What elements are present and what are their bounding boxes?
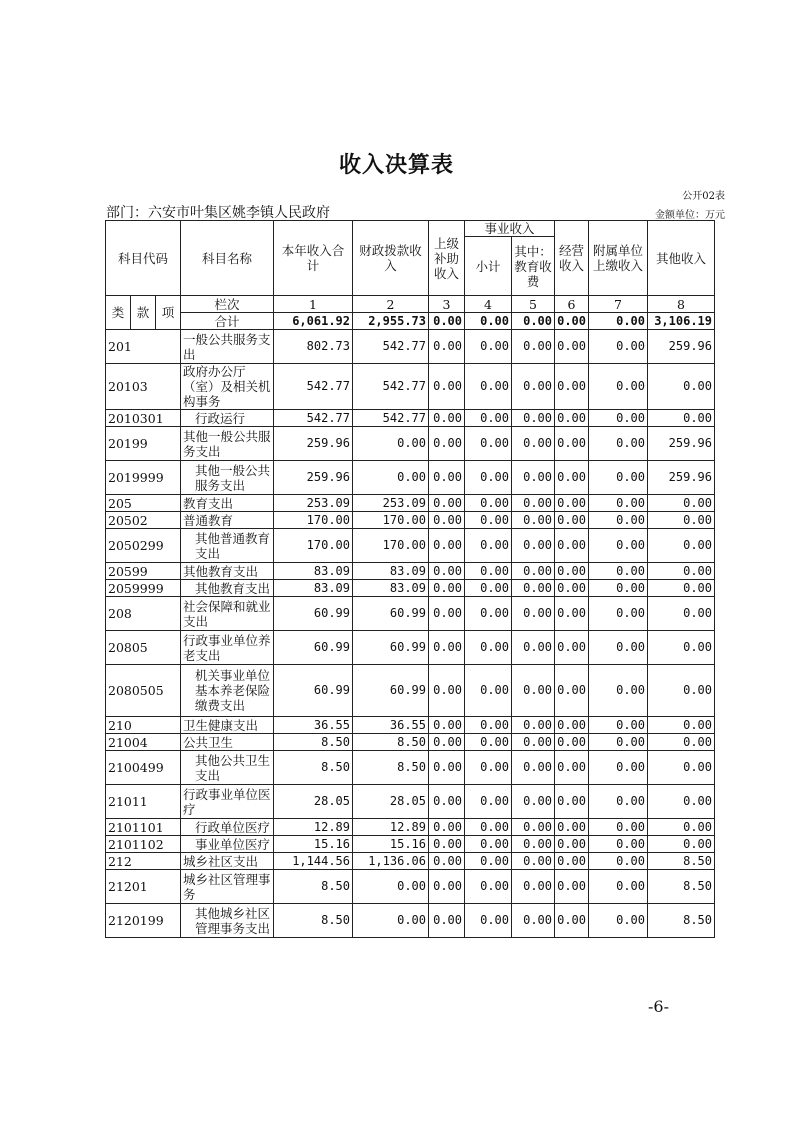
row-value: 28.05 [353,785,429,819]
row-code: 20599 [106,563,181,580]
row-value: 60.99 [353,597,429,631]
row-value: 0.00 [555,597,589,631]
row-value: 0.00 [465,853,512,870]
row-name: 机关事业单位基本养老保险缴费支出 [181,665,274,717]
row-value: 0.00 [512,512,555,529]
row-value: 0.00 [512,904,555,938]
row-name: 其他普通教育支出 [181,529,274,563]
row-code: 201 [106,330,181,364]
row-value: 0.00 [429,410,465,427]
row-value: 0.00 [589,631,648,665]
row-value: 0.00 [648,563,715,580]
row-value: 0.00 [555,529,589,563]
row-value: 83.09 [274,563,353,580]
header-total-income: 本年收入合计 [274,221,353,296]
row-code: 20502 [106,512,181,529]
row-value: 0.00 [465,751,512,785]
row-name: 卫生健康支出 [181,717,274,734]
row-value: 0.00 [465,631,512,665]
row-name: 普通教育 [181,512,274,529]
total-cell: 6,061.92 [274,313,353,330]
row-value: 0.00 [555,563,589,580]
row-value: 83.09 [274,580,353,597]
row-value: 0.00 [555,631,589,665]
row-value: 253.09 [274,495,353,512]
row-value: 170.00 [274,512,353,529]
row-value: 0.00 [429,512,465,529]
row-value: 259.96 [648,330,715,364]
row-code: 212 [106,853,181,870]
row-value: 253.09 [353,495,429,512]
row-value: 0.00 [512,717,555,734]
row-value: 0.00 [648,665,715,717]
col-index: 6 [555,296,589,313]
totals-row [106,313,715,330]
header-lanci: 栏次 [181,296,274,313]
row-value: 0.00 [648,512,715,529]
row-value: 0.00 [429,717,465,734]
table-row [106,461,715,495]
row-code: 21004 [106,734,181,751]
row-value: 0.00 [589,665,648,717]
header-name: 科目名称 [181,221,274,296]
row-value: 170.00 [353,529,429,563]
row-value: 0.00 [648,717,715,734]
row-value: 0.00 [465,427,512,461]
row-value: 170.00 [274,529,353,563]
row-value: 0.00 [589,904,648,938]
row-name: 其他一般公共服务支出 [181,461,274,495]
row-value: 1,136.06 [353,853,429,870]
row-value: 0.00 [353,461,429,495]
row-value: 36.55 [353,717,429,734]
row-value: 28.05 [274,785,353,819]
row-value: 0.00 [512,734,555,751]
row-value: 0.00 [429,563,465,580]
row-name: 其他教育支出 [181,563,274,580]
row-value: 0.00 [512,751,555,785]
row-value: 0.00 [465,734,512,751]
header-lei: 类 [106,296,131,330]
row-value: 0.00 [429,836,465,853]
header-education-fees: 其中：教育收费 [512,237,555,296]
header-operating-income: 经营收入 [555,221,589,296]
row-value: 0.00 [429,751,465,785]
row-value: 0.00 [589,819,648,836]
row-code: 21201 [106,870,181,904]
table-row [106,512,715,529]
row-value: 0.00 [589,785,648,819]
row-code: 208 [106,597,181,631]
row-value: 36.55 [274,717,353,734]
row-value: 0.00 [429,734,465,751]
row-value: 0.00 [555,904,589,938]
table-row [106,364,715,410]
row-value: 0.00 [512,597,555,631]
row-value: 0.00 [512,563,555,580]
row-value: 542.77 [274,364,353,410]
row-value: 0.00 [465,495,512,512]
row-value: 0.00 [648,631,715,665]
row-value: 0.00 [589,717,648,734]
row-value: 0.00 [555,580,589,597]
row-value: 0.00 [429,427,465,461]
row-value: 0.00 [555,853,589,870]
row-value: 0.00 [429,580,465,597]
total-cell: 0.00 [555,313,589,330]
page-title: 收入决算表 [338,152,454,178]
row-value: 542.77 [353,410,429,427]
header-fiscal-income: 财政拨款收入 [353,221,429,296]
row-name: 其他城乡社区管理事务支出 [181,904,274,938]
row-code: 2080505 [106,665,181,717]
row-name: 城乡社区支出 [181,853,274,870]
row-value: 0.00 [589,870,648,904]
row-value: 83.09 [353,580,429,597]
row-value: 60.99 [353,631,429,665]
row-value: 8.50 [353,751,429,785]
total-cell: 2,955.73 [353,313,429,330]
row-value: 8.50 [648,853,715,870]
row-value: 8.50 [274,870,353,904]
row-value: 0.00 [465,785,512,819]
form-code: 公开02表 [682,191,725,202]
department-label: 部门：六安市叶集区姚李镇人民政府 [106,205,330,221]
col-index: 1 [274,296,353,313]
amount-unit: 金额单位：万元 [655,210,725,221]
row-value: 0.00 [465,870,512,904]
table-row [106,330,715,364]
row-value: 0.00 [353,870,429,904]
row-value: 0.00 [512,529,555,563]
row-value: 0.00 [465,461,512,495]
row-value: 0.00 [589,364,648,410]
row-code: 2101102 [106,836,181,853]
header-other-income: 其他收入 [648,221,715,296]
row-name: 城乡社区管理事务 [181,870,274,904]
row-value: 0.00 [589,529,648,563]
row-value: 0.00 [589,597,648,631]
row-value: 0.00 [555,665,589,717]
row-value: 0.00 [429,870,465,904]
row-value: 0.00 [429,665,465,717]
row-value: 0.00 [429,785,465,819]
totals-label: 合计 [181,313,274,330]
col-index: 8 [648,296,715,313]
row-value: 0.00 [465,330,512,364]
row-value: 0.00 [512,631,555,665]
header-kuan: 款 [131,296,156,330]
row-value: 0.00 [589,330,648,364]
table-row [106,836,715,853]
row-value: 259.96 [648,461,715,495]
row-value: 0.00 [648,580,715,597]
row-name: 行政事业单位养老支出 [181,631,274,665]
table-row [106,819,715,836]
row-name: 事业单位医疗 [181,836,274,853]
row-name: 行政单位医疗 [181,819,274,836]
row-value: 0.00 [589,836,648,853]
col-index: 5 [512,296,555,313]
row-value: 170.00 [353,512,429,529]
row-value: 0.00 [353,427,429,461]
row-value: 0.00 [555,427,589,461]
row-value: 8.50 [353,734,429,751]
row-value: 0.00 [589,751,648,785]
row-code: 2101101 [106,819,181,836]
row-value: 0.00 [429,631,465,665]
total-cell: 0.00 [465,313,512,330]
row-value: 0.00 [648,785,715,819]
row-value: 0.00 [512,364,555,410]
row-value: 0.00 [555,364,589,410]
row-value: 0.00 [589,495,648,512]
row-value: 0.00 [555,751,589,785]
row-value: 0.00 [465,410,512,427]
row-value: 60.99 [274,631,353,665]
table-row [106,427,715,461]
row-value: 0.00 [465,512,512,529]
row-name: 社会保障和就业支出 [181,597,274,631]
row-name: 教育支出 [181,495,274,512]
row-value: 0.00 [465,529,512,563]
row-value: 0.00 [555,461,589,495]
row-value: 8.50 [274,904,353,938]
row-value: 0.00 [555,512,589,529]
income-table [105,220,715,938]
row-name: 行政事业单位医疗 [181,785,274,819]
row-value: 542.77 [353,330,429,364]
row-value: 0.00 [589,461,648,495]
row-value: 0.00 [512,330,555,364]
row-value: 542.77 [353,364,429,410]
table-row [106,495,715,512]
total-cell: 3,106.19 [648,313,715,330]
table-row [106,870,715,904]
row-value: 0.00 [465,717,512,734]
header-code: 科目代码 [106,221,181,296]
row-value: 0.00 [555,870,589,904]
total-cell: 0.00 [589,313,648,330]
row-value: 0.00 [589,512,648,529]
row-value: 0.00 [465,597,512,631]
header-affiliated-income: 附属单位上缴收入 [589,221,648,296]
row-value: 259.96 [274,461,353,495]
row-value: 0.00 [648,734,715,751]
table-row [106,751,715,785]
row-value: 0.00 [648,495,715,512]
row-code: 2120199 [106,904,181,938]
row-value: 60.99 [353,665,429,717]
row-name: 一般公共服务支出 [181,330,274,364]
row-value: 0.00 [648,364,715,410]
row-value: 83.09 [353,563,429,580]
row-value: 0.00 [555,819,589,836]
row-value: 0.00 [555,836,589,853]
row-code: 20805 [106,631,181,665]
row-value: 0.00 [429,529,465,563]
header-business-income: 事业收入 [465,221,555,237]
row-value: 0.00 [648,597,715,631]
row-value: 60.99 [274,665,353,717]
row-value: 0.00 [555,495,589,512]
row-value: 0.00 [465,904,512,938]
row-value: 0.00 [555,734,589,751]
row-value: 0.00 [465,665,512,717]
row-value: 15.16 [353,836,429,853]
row-code: 210 [106,717,181,734]
table-row [106,631,715,665]
row-code: 205 [106,495,181,512]
table-row [106,785,715,819]
row-value: 0.00 [589,580,648,597]
row-name: 行政运行 [181,410,274,427]
col-index: 2 [353,296,429,313]
row-value: 0.00 [512,836,555,853]
row-value: 12.89 [353,819,429,836]
header-superior-subsidy: 上级补助收入 [429,221,465,296]
row-value: 0.00 [429,597,465,631]
row-name: 其他公共卫生支出 [181,751,274,785]
row-value: 0.00 [465,836,512,853]
row-value: 0.00 [429,904,465,938]
row-value: 0.00 [512,410,555,427]
row-value: 0.00 [512,495,555,512]
header-subtotal: 小计 [465,237,512,296]
row-value: 0.00 [648,836,715,853]
row-name: 公共卫生 [181,734,274,751]
table-row [106,904,715,938]
row-code: 20199 [106,427,181,461]
row-code: 2010301 [106,410,181,427]
page-number: -6- [648,997,669,1016]
row-value: 60.99 [274,597,353,631]
row-value: 0.00 [429,853,465,870]
row-value: 0.00 [512,870,555,904]
row-value: 0.00 [589,853,648,870]
row-value: 0.00 [555,410,589,427]
table-row [106,529,715,563]
row-value: 0.00 [555,717,589,734]
row-value: 0.00 [465,819,512,836]
row-value: 0.00 [648,751,715,785]
total-cell: 0.00 [512,313,555,330]
row-value: 0.00 [465,580,512,597]
row-code: 2100499 [106,751,181,785]
row-value: 0.00 [589,427,648,461]
table-row [106,597,715,631]
row-value: 0.00 [429,819,465,836]
row-value: 0.00 [465,563,512,580]
row-value: 8.50 [648,904,715,938]
table-row [106,410,715,427]
row-value: 0.00 [589,734,648,751]
table-row [106,734,715,751]
col-index: 7 [589,296,648,313]
row-value: 802.73 [274,330,353,364]
row-value: 0.00 [512,785,555,819]
row-value: 0.00 [429,461,465,495]
row-value: 0.00 [512,580,555,597]
row-value: 0.00 [429,330,465,364]
row-value: 0.00 [589,410,648,427]
table-row [106,717,715,734]
table-row [106,853,715,870]
table-row [106,563,715,580]
row-value: 542.77 [274,410,353,427]
row-code: 2019999 [106,461,181,495]
row-value: 0.00 [429,364,465,410]
row-value: 0.00 [648,529,715,563]
row-name: 其他一般公共服务支出 [181,427,274,461]
row-value: 0.00 [429,495,465,512]
col-index: 4 [465,296,512,313]
row-value: 8.50 [274,751,353,785]
row-value: 0.00 [555,785,589,819]
row-value: 8.50 [274,734,353,751]
row-value: 259.96 [648,427,715,461]
row-value: 0.00 [555,330,589,364]
row-value: 0.00 [512,427,555,461]
row-value: 259.96 [274,427,353,461]
header-xiang: 项 [156,296,181,330]
row-code: 2050299 [106,529,181,563]
row-value: 0.00 [512,665,555,717]
col-index: 3 [429,296,465,313]
row-code: 2059999 [106,580,181,597]
row-value: 8.50 [648,870,715,904]
row-value: 1,144.56 [274,853,353,870]
row-code: 20103 [106,364,181,410]
row-value: 15.16 [274,836,353,853]
table-row [106,580,715,597]
row-value: 0.00 [512,853,555,870]
row-value: 0.00 [648,410,715,427]
total-cell: 0.00 [429,313,465,330]
row-value: 0.00 [512,461,555,495]
row-value: 0.00 [589,563,648,580]
row-value: 0.00 [648,819,715,836]
row-code: 21011 [106,785,181,819]
row-name: 其他教育支出 [181,580,274,597]
row-value: 12.89 [274,819,353,836]
row-name: 政府办公厅（室）及相关机构事务 [181,364,274,410]
table-row [106,665,715,717]
row-value: 0.00 [512,819,555,836]
row-value: 0.00 [465,364,512,410]
row-value: 0.00 [353,904,429,938]
